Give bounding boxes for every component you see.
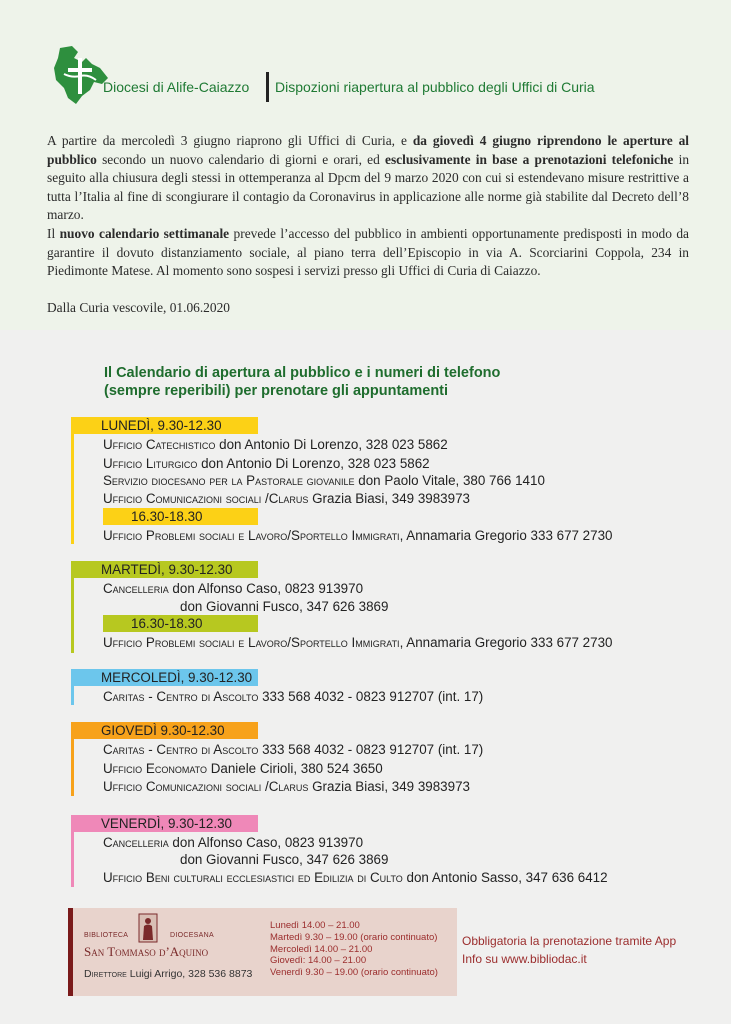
contact: , Annamaria Gregorio 333 677 2730 [399, 528, 613, 543]
wednesday-header: MERCOLEDÌ, 9.30-12.30 [71, 669, 258, 686]
list-item [103, 527, 612, 544]
list-item [103, 455, 430, 472]
hours-line: Martedì 9.30 – 19.00 (orario continuato) [270, 931, 438, 943]
office-name: Ufficio Catechistico [103, 437, 216, 452]
office-name: Ufficio Economato [103, 761, 207, 776]
list-item [103, 869, 608, 886]
office-name: Ufficio Beni culturali ecclesiastici ed Edilizia di Culto [103, 870, 403, 885]
intro-bold-span: esclusivamente in base a prenotazioni telefoniche [385, 151, 674, 167]
list-item [103, 472, 545, 489]
contact: don Antonio Di Lorenzo, 328 023 5862 [215, 437, 448, 452]
calendar-title-line: (sempre reperibili) per prenotare gli appuntamenti [104, 383, 449, 399]
list-item [103, 778, 470, 795]
list-item [103, 741, 483, 758]
list-item [103, 834, 363, 851]
contact: 333 568 4032 - 0823 912707 (int. 17) [258, 689, 484, 704]
saint-statue-icon [138, 913, 158, 943]
director-label: Direttore [84, 968, 127, 980]
contact: , Annamaria Gregorio 333 677 2730 [399, 635, 613, 650]
org-name: Diocesi di Alife-Caiazzo [103, 79, 250, 95]
intro-text-span: in seguito alla chiusura degli stessi in ottemperanza al Dpcm del 9 marzo 2020 con cui si estendevano misure restrittive a tutta l’Italia al fine di scongiurare il contagio da Coronavirus in applicazione alle norme già stabilite dal Decreto dell’8 marzo. [47, 151, 690, 223]
hours-line: Mercoledì 14.00 – 21.00 [270, 943, 373, 955]
list-item: don Giovanni Fusco, 347 626 3869 [180, 852, 389, 867]
calendar-title [104, 364, 500, 400]
tuesday-afternoon-header: 16.30-18.30 [103, 615, 258, 632]
office-name: Servizio diocesano per la Pastorale giovanile [103, 473, 355, 488]
list-item [103, 436, 448, 453]
list-item [103, 688, 483, 705]
intro-paragraph-1 [47, 132, 689, 225]
tuesday-header: MARTEDÌ, 9.30-12.30 [71, 561, 258, 578]
list-item [103, 634, 612, 651]
intro-text-span: prevede l’accesso del pubblico in ambienti opportunamente predisposti in modo da garantire il dovuto distanziamento sociale, al piano terra dell’Episcopio in via A. Scorciarini Coppola, 234 in Piedimonte Matese. Al momento sono sospesi i servizi presso gli Uffici di Curia di Caiazzo. [47, 225, 689, 279]
list-item [103, 580, 363, 597]
contact: Grazia Biasi, 349 3983973 [308, 491, 470, 506]
office-name: Ufficio Comunicazioni sociali /Clarus [103, 779, 309, 794]
monday-bar [71, 418, 74, 544]
office-name: Cancelleria [103, 835, 169, 850]
list-item [103, 760, 383, 777]
hours-line: Giovedì: 14.00 – 21.00 [270, 955, 367, 967]
thursday-header: GIOVEDÌ 9.30-12.30 [71, 722, 258, 739]
office-name: Cancelleria [103, 581, 169, 596]
signature: Dalla Curia vescovile, 01.06.2020 [47, 300, 230, 315]
monday-afternoon-header: 16.30-18.30 [103, 508, 258, 525]
header-divider [266, 72, 269, 102]
office-name: Ufficio Problemi sociali e Lavoro/Sportello Immigrati [103, 528, 400, 543]
list-item: don Giovanni Fusco, 347 626 3869 [180, 599, 389, 614]
contact: don Paolo Vitale, 380 766 1410 [354, 473, 545, 488]
library-director [84, 968, 252, 980]
intro-bold-span: nuovo calendario settimanale [59, 225, 230, 241]
office-name: Ufficio Comunicazioni sociali /Clarus [103, 491, 309, 506]
contact: don Alfonso Caso, 0823 913970 [168, 581, 364, 596]
contact: don Antonio Di Lorenzo, 328 023 5862 [197, 456, 430, 471]
intro-paragraph-2 [47, 225, 689, 281]
contact: 333 568 4032 - 0823 912707 (int. 17) [258, 742, 484, 757]
intro-text-span: Il [47, 225, 60, 241]
intro-text-span: secondo un nuovo calendario di giorni e orari, ed [96, 151, 386, 167]
library-note [462, 932, 676, 968]
hours-line: Lunedì 14.00 – 21.00 [270, 920, 360, 931]
office-name: Caritas - Centro di Ascolto [103, 742, 259, 757]
note-line: Obbligatoria la prenotazione tramite App [462, 934, 677, 948]
friday-header: VENERDÌ, 9.30-12.30 [71, 815, 258, 832]
library-name: San Tommaso d’Aquino [84, 944, 209, 959]
calendar-title-line: Il Calendario di apertura al pubblico e i numeri di telefono [104, 365, 501, 381]
website-link[interactable]: Info su www.bibliodac.it [462, 952, 587, 966]
monday-header: LUNEDÌ, 9.30-12.30 [71, 417, 258, 434]
contact: Grazia Biasi, 349 3983973 [308, 779, 470, 794]
intro-text-span: A partire da mercoledì 3 giugno riaprono gli Uffici di Curia, e [47, 133, 413, 148]
page-title: Dispozioni riapertura al pubblico degli Uffici di Curia [275, 79, 595, 95]
contact: don Alfonso Caso, 0823 913970 [168, 835, 364, 850]
contact: don Antonio Sasso, 347 636 6412 [402, 870, 608, 885]
office-name: Ufficio Liturgico [103, 456, 198, 471]
library-label: DIOCESANA [170, 932, 214, 939]
diocese-map-cross-icon [52, 44, 110, 106]
contact: Daniele Cirioli, 380 524 3650 [207, 761, 383, 776]
list-item [103, 490, 470, 507]
director-contact: Luigi Arrigo, 328 536 8873 [126, 968, 253, 980]
hours-line: Venerdì 9.30 – 19.00 (orario continuato) [270, 967, 438, 979]
office-name: Ufficio Problemi sociali e Lavoro/Sportello Immigrati [103, 635, 400, 650]
intro-text [47, 132, 689, 281]
library-hours [270, 920, 438, 979]
office-name: Caritas - Centro di Ascolto [103, 689, 259, 704]
intro-bold-span: da giovedì 4 giugno riprendono le aperture al pubblico [47, 133, 689, 167]
library-label: BIBLIOTECA [84, 932, 129, 939]
